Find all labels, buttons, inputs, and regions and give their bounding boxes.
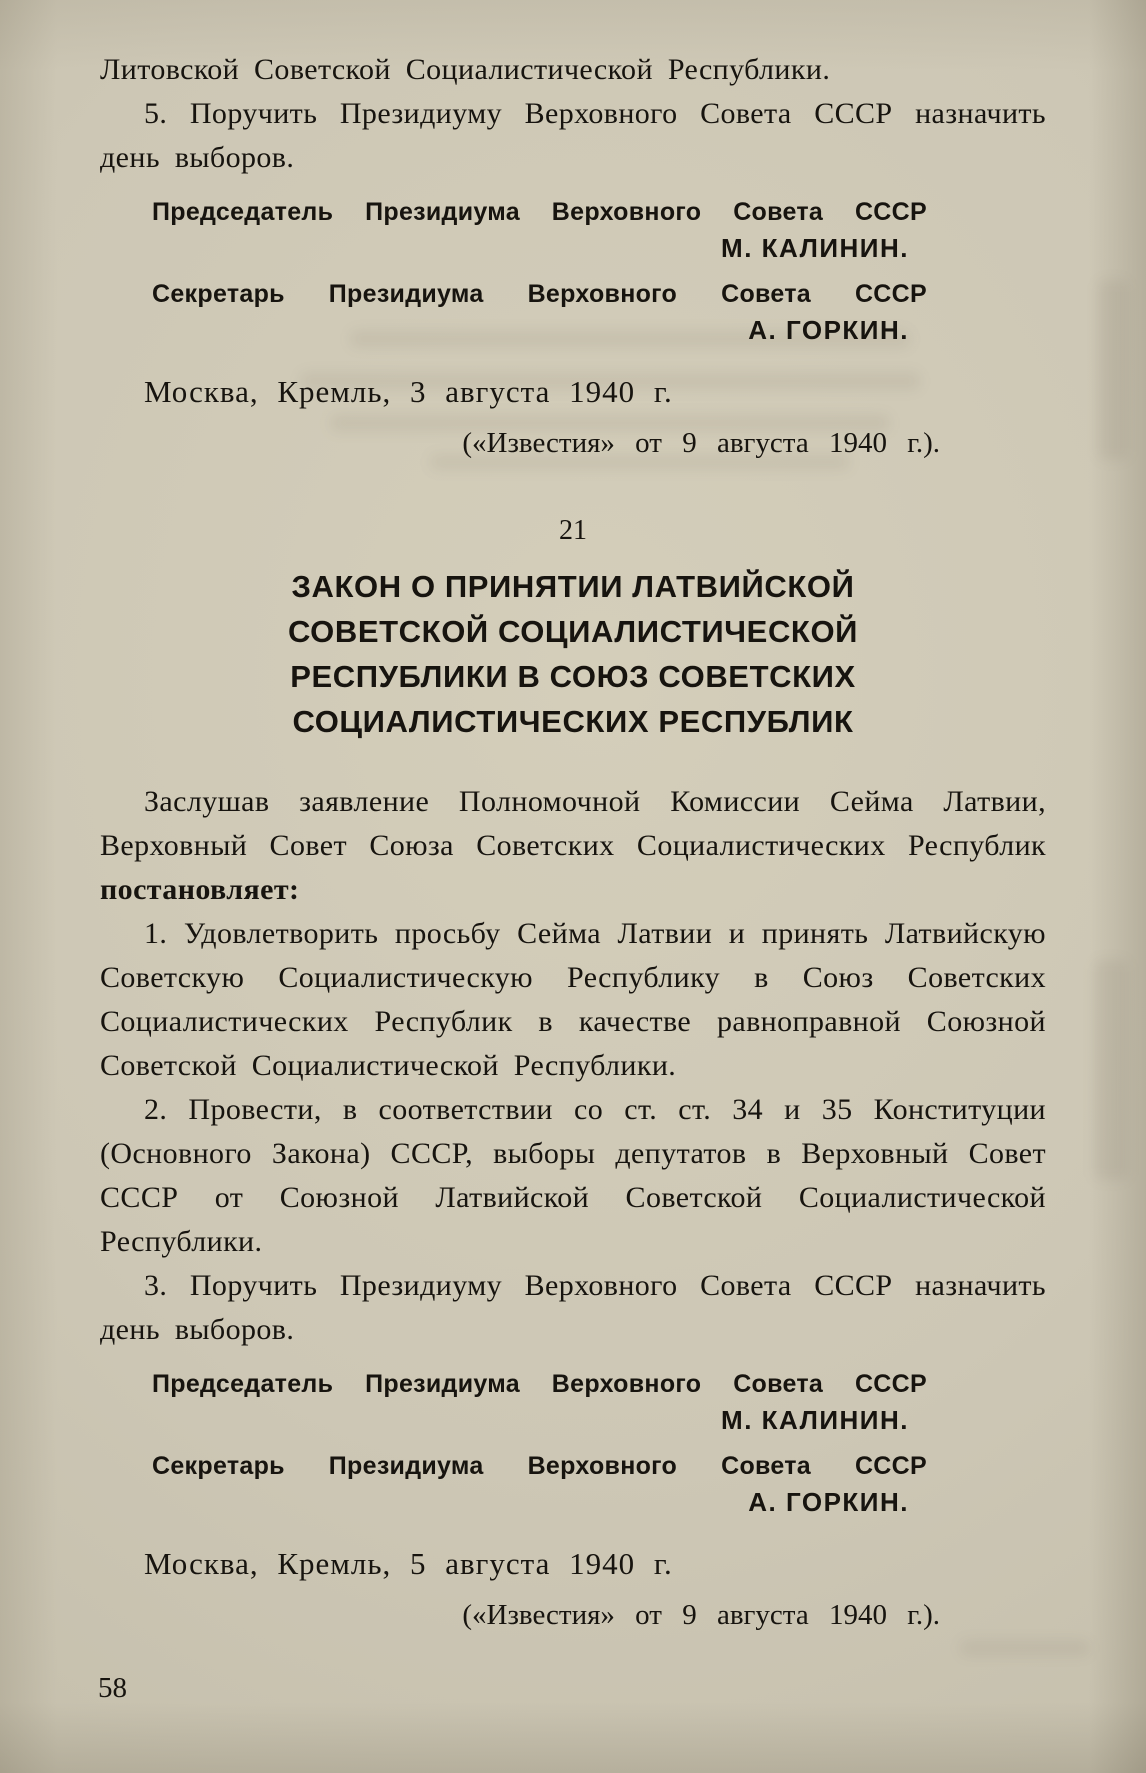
source-citation: («Известия» от 9 августа 1940 г.). (462, 427, 940, 459)
secretary-title: Секретарь Президиума Верховного Совета СССР (152, 280, 927, 308)
page-edge-shadow (1094, 960, 1128, 1180)
dateline: Москва, Кремль, 3 августа 1940 г. (144, 374, 673, 409)
preamble-paragraph (100, 780, 1046, 912)
preamble-text: Заслушав заявление Полномочной Комиссии Сейма Латвии, Верховный Совет Союза Советских Социалистических Республик (100, 785, 1046, 862)
article-number: 21 (559, 515, 587, 546)
bleedthrough-artifact (960, 1640, 1090, 1656)
signature-block (152, 196, 927, 348)
item-1-paragraph: 1. Удовлетворить просьбу Сейма Латвии и принять Латвийскую Советскую Социалистическую Республику в Союз Советских Социалистических Республик в качестве равноправной Союзной Советской Социалистической Республики. (100, 917, 1046, 1082)
page-number: 58 (98, 1672, 127, 1704)
dateline: Москва, Кремль, 5 августа 1940 г. (144, 1546, 673, 1581)
preamble-resolves-word: постановляет: (100, 873, 300, 906)
item-5-paragraph: 5. Поручить Президиуму Верховного Совета СССР назначить день выборов. (100, 97, 1046, 174)
signature-block (152, 1368, 927, 1520)
item-2-paragraph: 2. Провести, в соответствии со ст. ст. 34 и 35 Конституции (Основного Закона) СССР, выборы депутатов в Верховный Совет СССР от Союзной Латвийской Советской Социалистической Республики. (100, 1093, 1046, 1258)
chairman-name: М. КАЛИНИН. (721, 1405, 909, 1435)
page-edge-shadow (1098, 280, 1128, 460)
law-20-tail-section (100, 48, 1046, 464)
secretary-name: А. ГОРКИН. (748, 1487, 909, 1517)
continuation-paragraph: Литовской Советской Социалистической Республики. (100, 53, 831, 86)
chairman-name: М. КАЛИНИН. (721, 233, 909, 263)
source-citation: («Известия» от 9 августа 1940 г.). (462, 1599, 940, 1631)
law-title: ЗАКОН О ПРИНЯТИИ ЛАТВИЙСКОЙ СОВЕТСКОЙ СОЦИАЛИСТИЧЕСКОЙ РЕСПУБЛИКИ В СОЮЗ СОВЕТСКИХ СОЦИАЛИСТИЧЕСКИХ РЕСПУБЛИК (287, 569, 859, 739)
secretary-name: А. ГОРКИН. (748, 315, 909, 345)
chairman-title: Председатель Президиума Верховного Совета СССР (152, 1370, 927, 1398)
chairman-title: Председатель Президиума Верховного Совета СССР (152, 198, 927, 226)
page-content (100, 48, 1046, 1636)
secretary-title: Секретарь Президиума Верховного Совета СССР (152, 1452, 927, 1480)
law-21-section (100, 514, 1046, 1636)
item-3-paragraph: 3. Поручить Президиуму Верховного Совета СССР назначить день выборов. (100, 1269, 1046, 1346)
